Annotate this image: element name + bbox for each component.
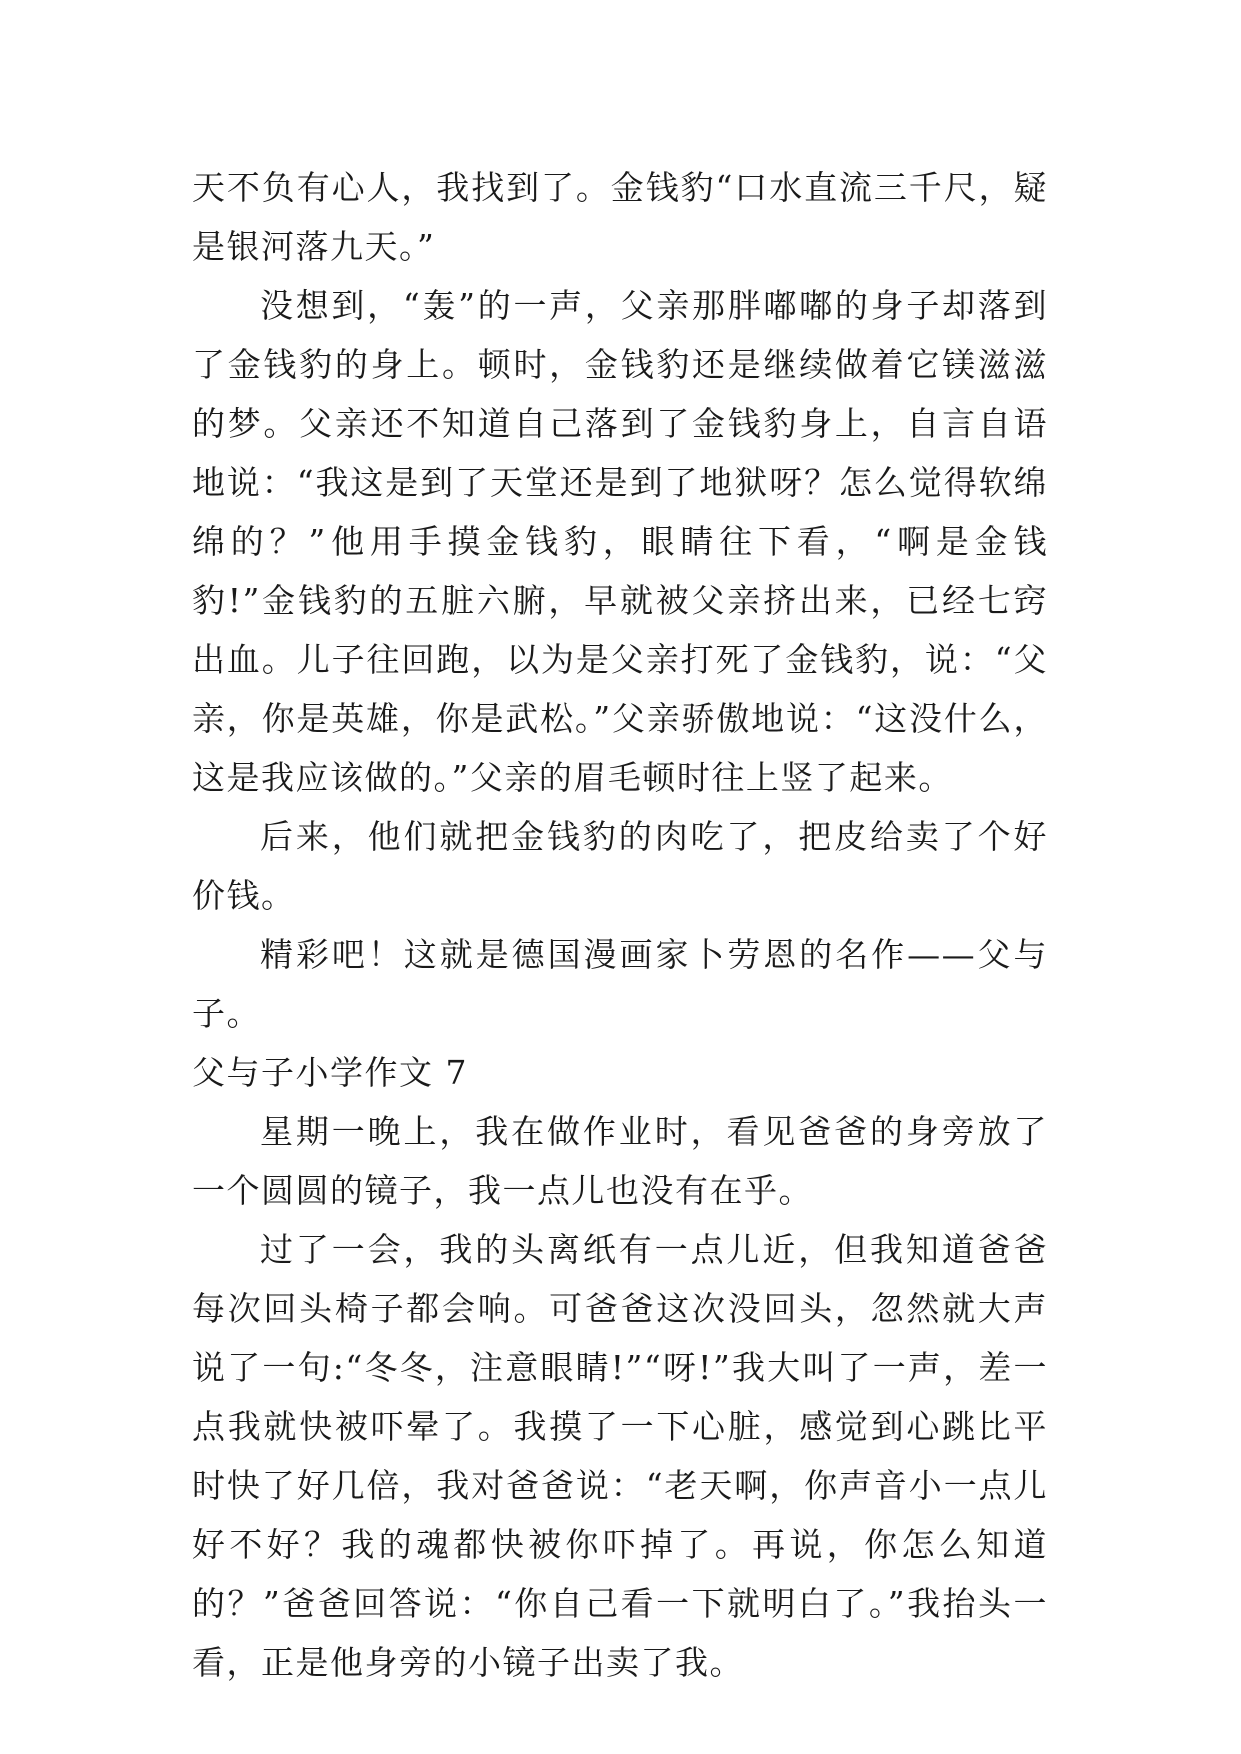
paragraph-5: 星期一晚上，我在做作业时，看见爸爸的身旁放了一个圆圆的镜子，我一点儿也没有在乎。: [192, 1112, 1048, 1210]
paragraph-3: 后来，他们就把金钱豹的肉吃了，把皮给卖了个好价钱。: [192, 817, 1048, 915]
paragraph-6: 过了一会，我的头离纸有一点儿近，但我知道爸爸每次回头椅子都会响。可爸爸这次没回头，忽然就大声说了一句:“冬冬，注意眼睛!”“呀!”我大叫了一声，差一点我就快被吓晕了。我摸了一下心脏，感觉到心跳比平时快了好几倍，我对爸爸说：“老天啊，你声音小一点儿好不好？我的魂都快被你吓掉了。再说，你怎么知道的？”爸爸回答说：“你自己看一下就明白了。”我抬头一看，正是他身旁的小镜子出卖了我。: [192, 1230, 1048, 1682]
paragraph-2: 没想到，“轰”的一声，父亲那胖嘟嘟的身子却落到了金钱豹的身上。顿时，金钱豹还是继续做着它镁滋滋的梦。父亲还不知道自己落到了金钱豹身上，自言自语地说：“我这是到了天堂还是到了地狱呀？怎么觉得软绵绵的？”他用手摸金钱豹，眼睛往下看，“啊是金钱豹!”金钱豹的五脏六腑，早就被父亲挤出来，已经七窍出血。儿子往回跑，以为是父亲打死了金钱豹，说：“父亲，你是英雄，你是武松。”父亲骄傲地说：“这没什么，这是我应该做的。”父亲的眉毛顿时往上竖了起来。: [192, 286, 1048, 797]
section-heading: 父与子小学作文 7: [192, 1053, 468, 1092]
paragraph-4: 精彩吧！这就是德国漫画家卜劳恩的名作——父与子。: [192, 935, 1048, 1033]
paragraph-1: 天不负有心人，我找到了。金钱豹“口水直流三千尺，疑是银河落九天。”: [192, 168, 1048, 266]
document-page: [192, 158, 1048, 1692]
